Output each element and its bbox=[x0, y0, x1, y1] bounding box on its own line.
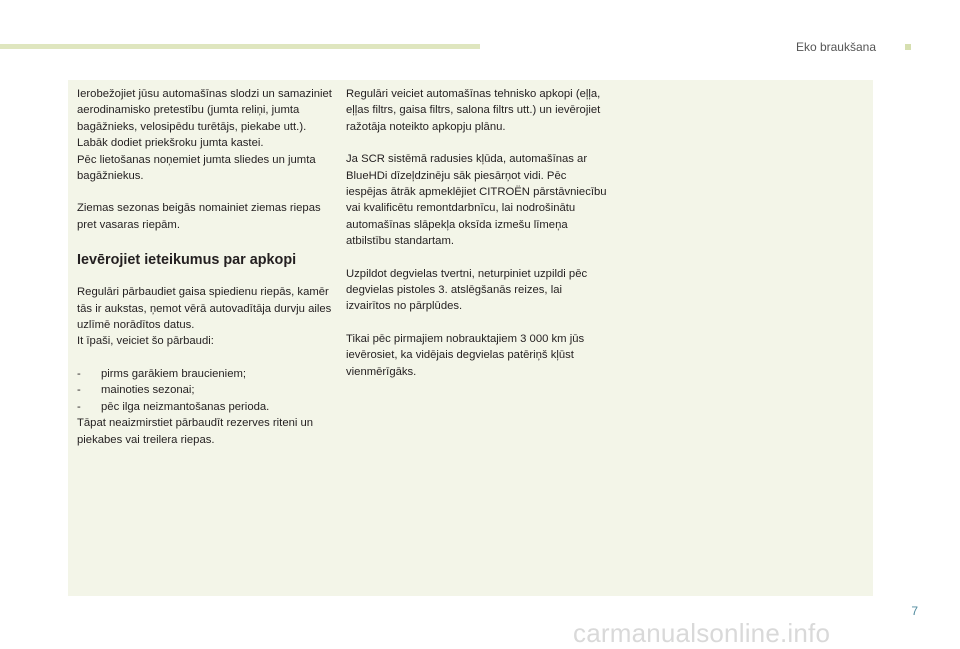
paragraph-load-reduction: Ierobežojiet jūsu automašīnas slodzi un samaziniet aerodinamisko pretestību (jumta reliņi, jumta bagāžnieks, velosipēdu turētājs, piekabe utt.). Labāk dodiet priekšroku jumta kastei. Pēc lietošanas noņemiet jumta sliedes un jumta bagāžniekus. bbox=[77, 88, 332, 183]
list-item: - mainoties sezonai; bbox=[77, 382, 333, 398]
paragraph-fuel-consumption: Tikai pēc pirmajiem nobrauktajiem 3 000 km jūs ievērosiet, ka vidējais degvielas patēriņš kļūst vienmērīgāks. bbox=[346, 332, 585, 378]
paragraph-scr: Ja SCR sistēmā radusies kļūda, automašīnas ar BlueHDi dīzeļdzinēju sāk piesārņot vidi. Pēc iespējas ātrāk apmeklējiet CITROËN pārstāvniecību vai kvalificētu remontdarbnīcu, lai nodrošinātu automašīnas slāpekļa oksīda izmešu līmeņa atbilstību standartam. bbox=[346, 153, 607, 248]
page-number: 7 bbox=[911, 604, 918, 618]
header-accent-bar bbox=[0, 44, 480, 49]
paragraph-refuelling: Uzpildot degvielas tvertni, neturpiniet uzpildi pēc degvielas pistoles 3. atslēgšanās reizes, lai izvairītos no pārplūdes. bbox=[346, 267, 588, 313]
list-item: - pēc ilga neizmantošanas perioda. bbox=[77, 399, 333, 415]
paragraph-winter-tyres: Ziemas sezonas beigās nomainiet ziemas riepas pret vasaras riepām. bbox=[77, 202, 321, 231]
maintenance-heading: Ievērojiet ieteikumus par apkopi bbox=[77, 252, 297, 269]
paragraph-tyre-pressure: Regulāri pārbaudiet gaisa spiedienu riepās, kamēr tās ir aukstas, ņemot vērā autovadītāja durvju ailes uzlīmē norādītos datus. It īpaši, veiciet šo pārbaudi: bbox=[77, 286, 332, 348]
watermark: carmanualsonline.info bbox=[573, 618, 831, 648]
section-marker bbox=[905, 44, 911, 50]
paragraph-servicing: Regulāri veiciet automašīnas tehnisko apkopi (eļļa, eļļas filtrs, gaisa filtrs, salona filtrs utt.) un ievērojiet ražotāja noteikto apkopju plānu. bbox=[346, 88, 601, 133]
check-list bbox=[77, 366, 333, 415]
left-column bbox=[77, 86, 333, 464]
section-title: Eko braukšana bbox=[795, 40, 876, 54]
paragraph-spare-wheel: Tāpat neaizmirstiet pārbaudīt rezerves riteni un piekabes vai treilera riepas. bbox=[77, 417, 314, 446]
list-item: - pirms garākiem braucieniem; bbox=[77, 366, 333, 382]
right-column bbox=[346, 86, 608, 396]
